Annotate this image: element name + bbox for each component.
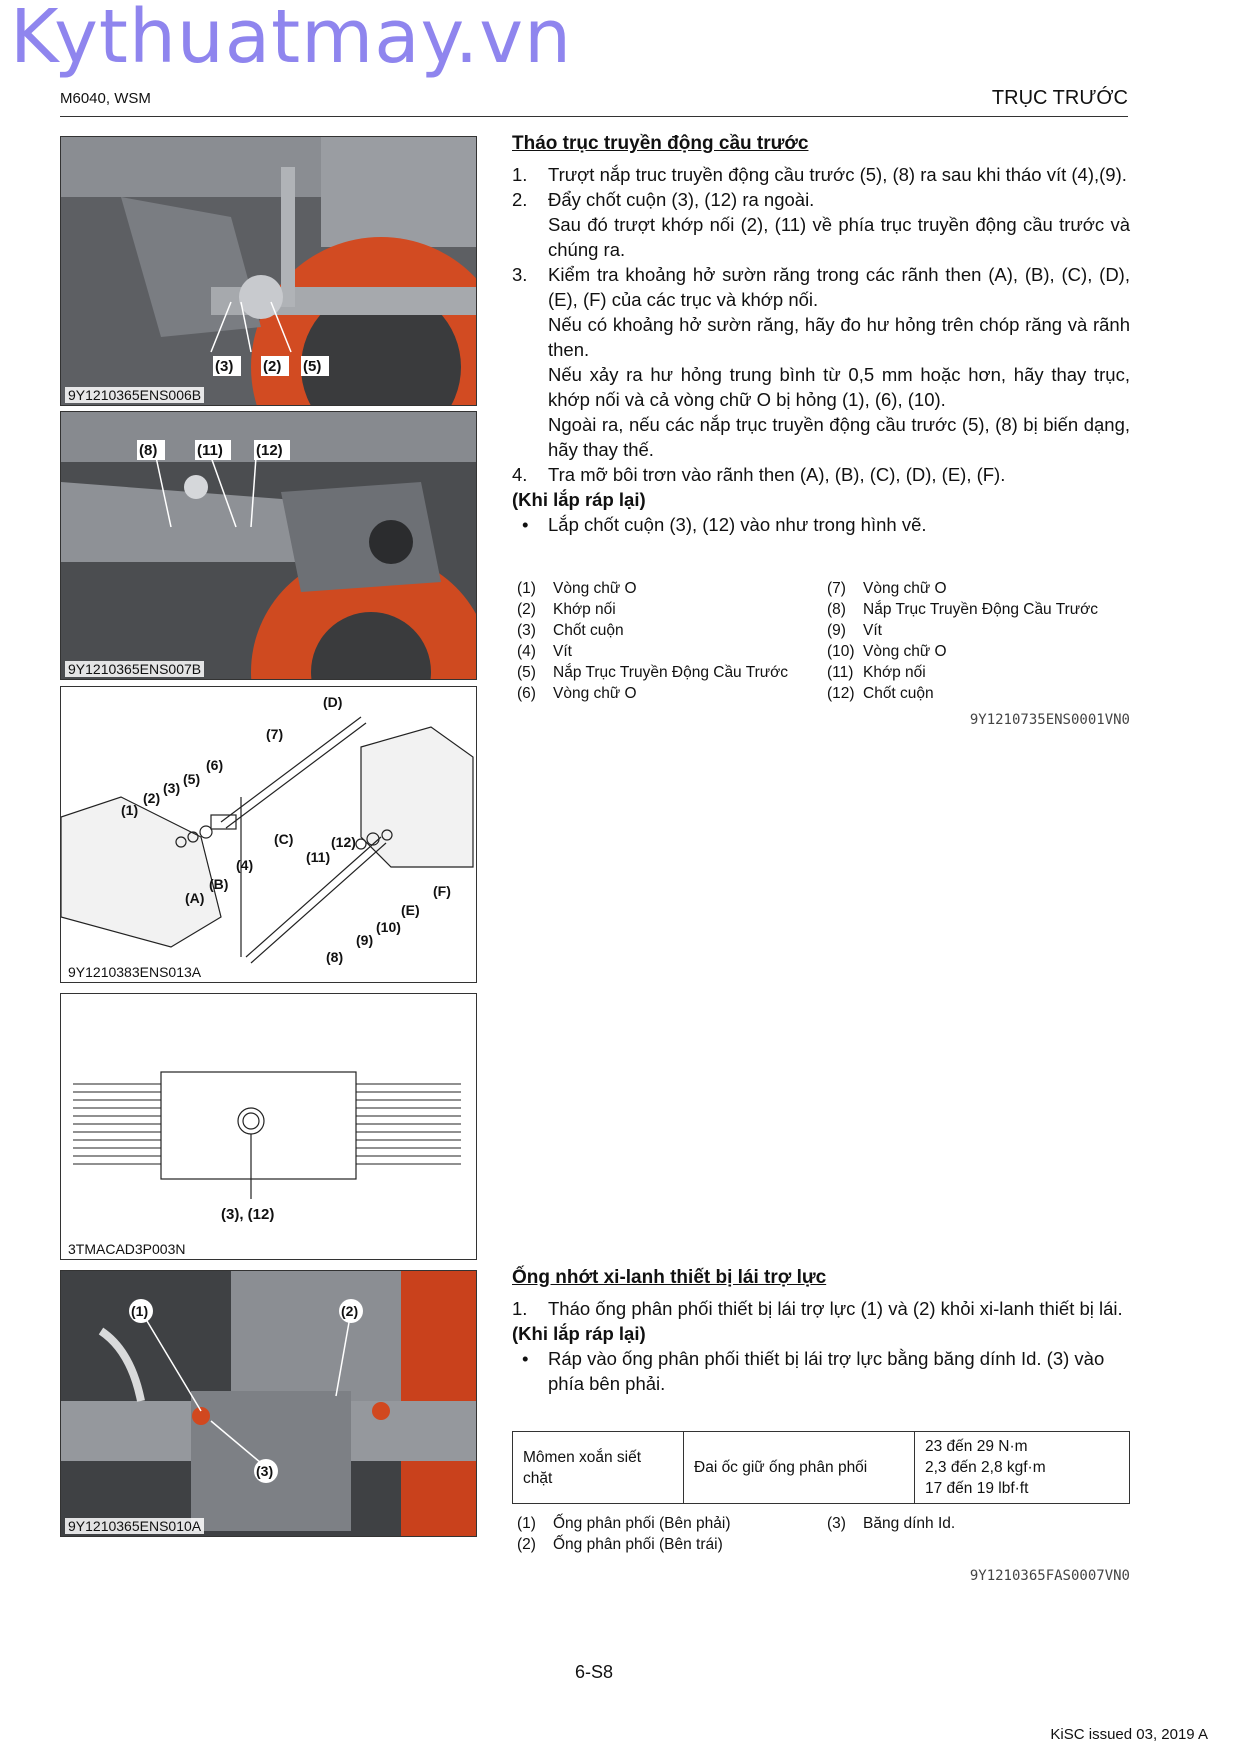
bullet-item: • Lắp chốt cuộn (3), (12) vào như trong hình vẽ. (522, 514, 927, 535)
fig3-label: (F) (433, 883, 451, 899)
step: 1. Trượt nắp truc truyền động cầu trước (5), (8) ra sau khi tháo vít (4),(9). (512, 164, 1127, 185)
header-model: M6040, WSM (60, 90, 151, 107)
section-2 (512, 1265, 1130, 1396)
fig2-label: (11) (197, 442, 223, 459)
fig3-label: (D) (323, 694, 343, 710)
figure-5-photo (60, 1270, 477, 1537)
fig5-label: (2) (341, 1303, 359, 1319)
fig3-label: (7) (266, 726, 284, 742)
fig3-label: (C) (274, 831, 294, 847)
fig2-label: (8) (139, 442, 158, 459)
fig3-label: (B) (209, 876, 229, 892)
fig3-label: (10) (376, 919, 401, 935)
step: 1. Tháo ống phân phối thiết bị lái trợ lực (1) và (2) khỏi xi-lanh thiết bị lái. (512, 1298, 1123, 1319)
torque-item: Đai ốc giữ ống phân phối (684, 1432, 915, 1504)
fig3-label: (11) (306, 849, 331, 865)
legend-right-2: (3) Băng dính Id. (827, 1515, 956, 1532)
watermark: Kythuatmay.vn (10, 0, 573, 80)
figure-2-code: 9Y1210365ENS007B (65, 661, 204, 677)
fig3-label: (2) (143, 790, 161, 806)
figure-5-code: 9Y1210365ENS010A (65, 1518, 204, 1534)
step: 2. Đẩy chốt cuộn (3), (12) ra ngoài. Sau đó trượt khớp nối (2), (11) về phía trục truyền động cầu trước và chúng ra. (512, 189, 1130, 260)
step: 3. Kiểm tra khoảng hở sườn răng trong các rãnh then (A), (B), (C), (D), (E), (F) của các trục và khớp nối. Nếu có khoảng hở sườn răng, hãy đo hư hỏng trên chóp răng và rãnh then. Nếu xảy ra hư hỏng trung bình từ 0,5 mm hoặc hơn, hãy thay trục, khớp nối và cả vòng chữ O bị hỏng (1), (6), (10). Ngoài ra, nếu các nắp trục truyền động cầu trước (5), (8) bị biến dạng, hãy thay thế. (512, 264, 1130, 460)
figure-3-exploded-diagram (60, 686, 477, 983)
section-1 (512, 131, 1130, 537)
reassembly-heading: (Khi lắp ráp lại) (512, 489, 646, 510)
issue-info: KiSC issued 03, 2019 A (1050, 1726, 1208, 1743)
figure-4-code: 3TMACAD3P003N (65, 1241, 189, 1257)
torque-values: 23 đến 29 N·m 2,3 đến 2,8 kgf·m 17 đến 19 lbf·ft (915, 1432, 1130, 1504)
section-1-title: Tháo trục truyền động cầu trước (512, 133, 809, 154)
fig3-label: (E) (401, 902, 420, 918)
reference-code-2: 9Y1210365FAS0007VN0 (969, 1568, 1130, 1584)
fig4-label: (3), (12) (221, 1206, 275, 1223)
figure-4-coupling-diagram (60, 993, 477, 1260)
fig3-label: (9) (356, 932, 374, 948)
bullet-item: • Ráp vào ống phân phối thiết bị lái trợ lực bằng băng dính Id. (3) vào phía bên phải. (522, 1348, 1105, 1394)
reference-code-1: 9Y1210735ENS0001VN0 (969, 712, 1130, 728)
figure-2-photo (60, 411, 477, 680)
fig3-label: (3) (163, 780, 181, 796)
fig2-label: (12) (256, 442, 283, 459)
figure-1-code: 9Y1210365ENS006B (65, 387, 204, 403)
fig3-label: (5) (183, 771, 201, 787)
fig5-label: (3) (256, 1463, 274, 1479)
legend-left-1: (1) Vòng chữ O (2) Khớp nối (3) Chốt cuộn (4) Vít (5) Nắp Trục Truyền Động Cầu Trước (6) Vòng chữ O (517, 580, 789, 702)
fig1-label: (3) (215, 358, 234, 375)
legend-left-2: (1) Ống phân phối (Bên phải) (2) Ống phân phối (Bên trái) (517, 1515, 731, 1553)
torque-table (512, 1431, 1130, 1504)
header-rule (60, 116, 1128, 117)
fig3-label: (1) (121, 802, 139, 818)
fig5-label: (1) (131, 1303, 149, 1319)
figure-1-photo (60, 136, 477, 406)
fig3-label: (6) (206, 757, 224, 773)
legend-right-1: (7) Vòng chữ O (8) Nắp Trục Truyền Động Cầu Trước (9) Vít (10) Vòng chữ O (11) Khớp nối (12) Chốt cuộn (827, 580, 1099, 702)
fig3-label: (4) (236, 857, 254, 873)
fig3-label: (A) (185, 890, 205, 906)
reassembly-heading: (Khi lắp ráp lại) (512, 1323, 646, 1344)
page-number: 6-S8 (575, 1662, 614, 1682)
fig3-label: (12) (331, 834, 356, 850)
figure-3-code: 9Y1210383ENS013A (65, 964, 204, 980)
fig3-label: (8) (326, 949, 344, 965)
header-section: TRỤC TRƯỚC (991, 87, 1128, 109)
torque-label: Mômen xoắn siết chặt (513, 1432, 684, 1504)
fig1-label: (5) (303, 358, 322, 375)
step: 4. Tra mỡ bôi trơn vào rãnh then (A), (B), (C), (D), (E), (F). (512, 464, 1006, 485)
section-2-title: Ống nhớt xi-lanh thiết bị lái trợ lực (512, 1267, 827, 1288)
fig1-label: (2) (263, 358, 282, 375)
